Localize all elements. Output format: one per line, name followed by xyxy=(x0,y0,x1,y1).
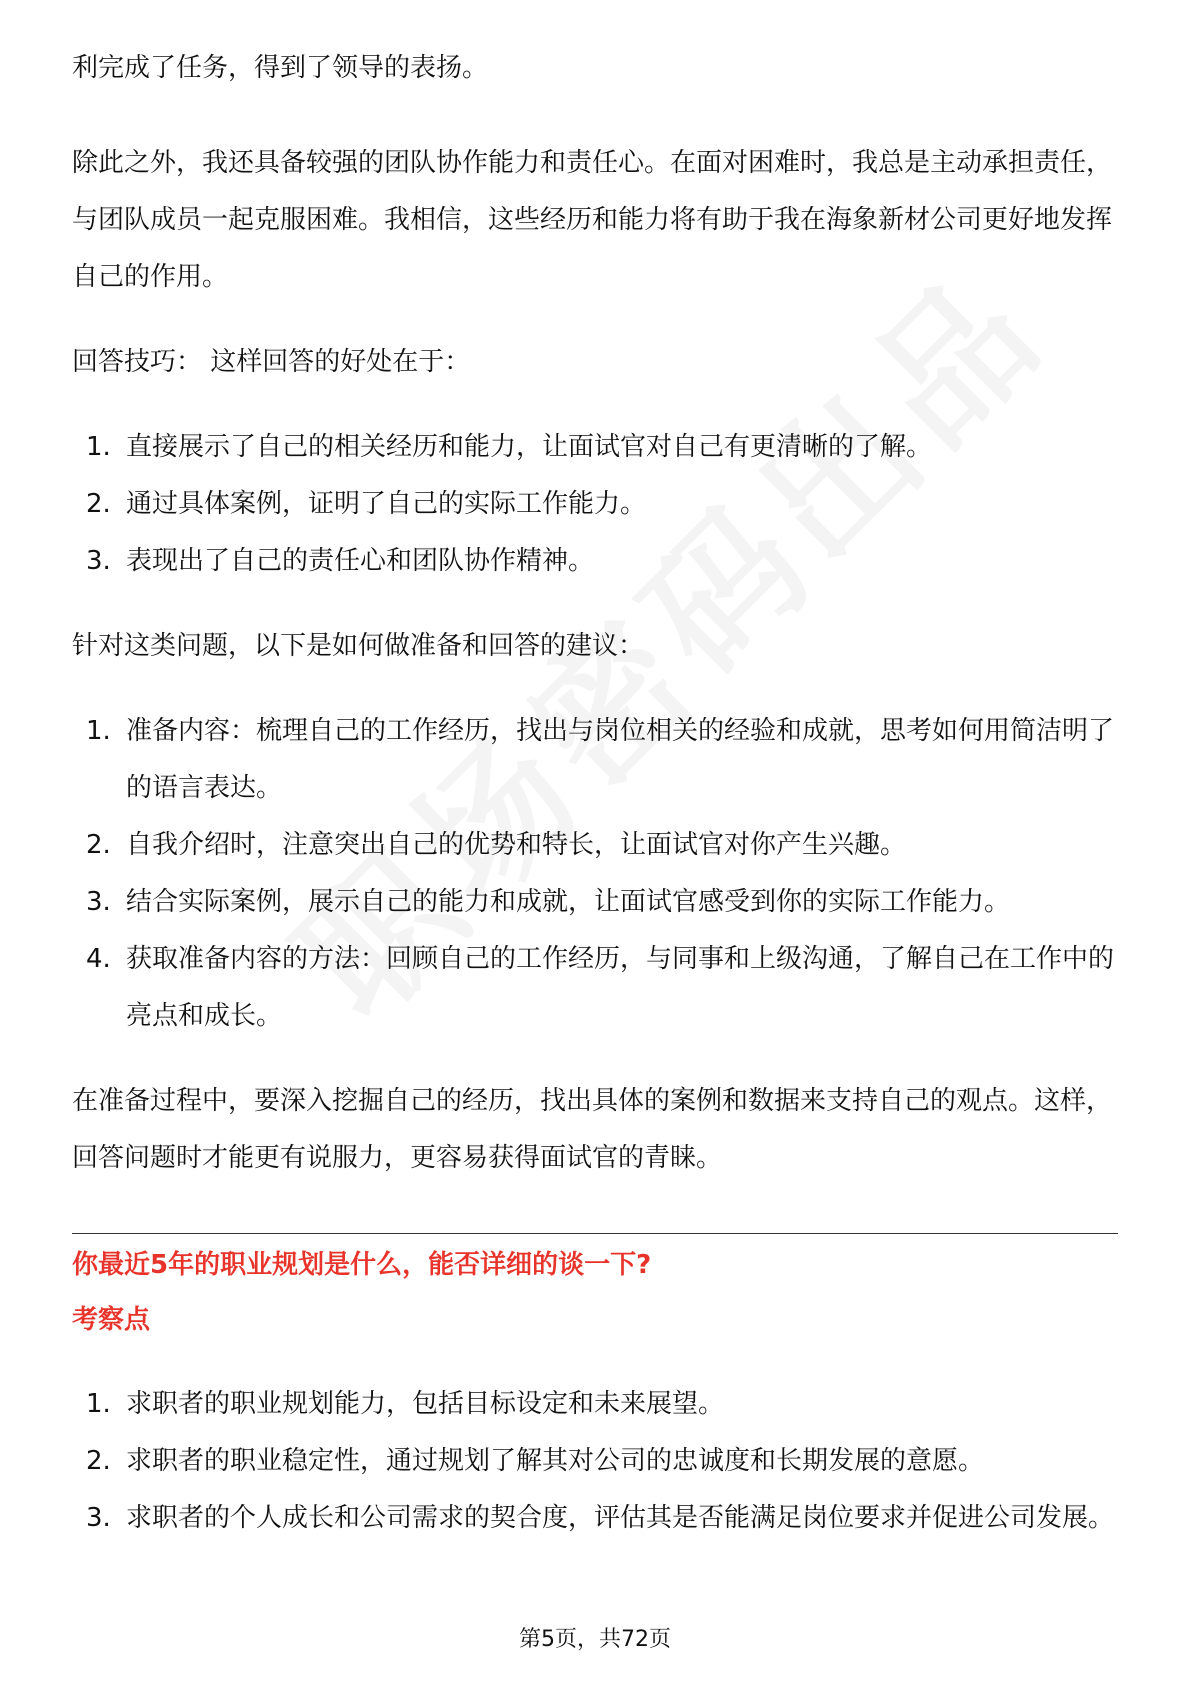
list-item: 1. 直接展示了自己的相关经历和能力，让面试官对自己有更清晰的了解。 xyxy=(86,432,933,462)
list-item: 3. 求职者的个人成长和公司需求的契合度，评估其是否能满足岗位要求并促进公司发展。 xyxy=(86,1503,1115,1533)
question-subheading: 考察点 xyxy=(72,1305,151,1335)
page-footer: 第5页，共72页 xyxy=(519,1627,671,1652)
focus-list xyxy=(72,1376,1118,1547)
list-item: 4. 获取准备内容的方法：回顾自己的工作经历，与同事和上级沟通，了解自己在工作中的亮点和成长。 xyxy=(86,944,1115,1031)
list-item: 2. 自我介绍时，注意突出自己的优势和特长，让面试官对你产生兴趣。 xyxy=(86,830,907,860)
list-item: 3. 表现出了自己的责任心和团队协作精神。 xyxy=(86,546,595,576)
tips-heading: 回答技巧： 这样回答的好处在于： xyxy=(72,347,471,377)
tips-list xyxy=(72,419,1118,590)
page-content xyxy=(72,40,1118,1547)
list-item: 2. 求职者的职业稳定性，通过规划了解其对公司的忠诚度和长期发展的意愿。 xyxy=(86,1446,985,1476)
list-item: 1. 准备内容：梳理自己的工作经历，找出与岗位相关的经验和成就，思考如何用简洁明了的语言表达。 xyxy=(86,716,1115,803)
advice-heading: 针对这类问题，以下是如何做准备和回答的建议： xyxy=(72,631,645,661)
intro-line: 利完成了任务，得到了领导的表扬。 xyxy=(72,53,489,83)
teamwork-paragraph: 除此之外，我还具备较强的团队协作能力和责任心。在面对困难时，我总是主动承担责任，与团队成员一起克服困难。我相信，这些经历和能力将有助于我在海象新材公司更好地发挥自己的作用。 xyxy=(72,148,1113,292)
closing-paragraph: 在准备过程中，要深入挖掘自己的经历，找出具体的案例和数据来支持自己的观点。这样，回答问题时才能更有说服力，更容易获得面试官的青睐。 xyxy=(72,1086,1113,1173)
advice-list xyxy=(72,703,1118,1045)
list-item: 2. 通过具体案例，证明了自己的实际工作能力。 xyxy=(86,489,647,519)
list-item: 1. 求职者的职业规划能力，包括目标设定和未来展望。 xyxy=(86,1389,725,1419)
question-title: 你最近5年的职业规划是什么，能否详细的谈一下? xyxy=(72,1250,652,1280)
list-item: 3. 结合实际案例，展示自己的能力和成就，让面试官感受到你的实际工作能力。 xyxy=(86,887,1011,917)
